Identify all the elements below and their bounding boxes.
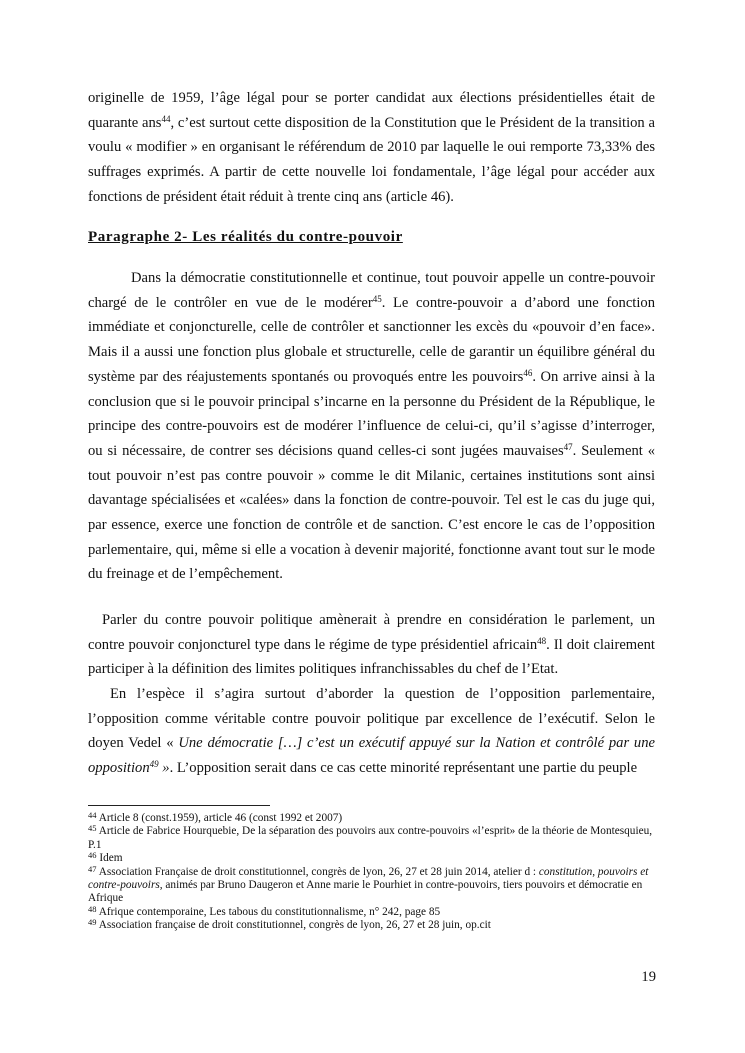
footnote-number: 49 [88,917,97,928]
paragraph-text: , c’est surtout cette disposition de la Constitution que le Président de la transition a voulu « modifier » en organisant le référendum de 2010 par laquelle le oui remporte 73,33% des suffrages exprimés. A partir de cette nouvelle loi fondamentale, l’âge légal pour accéder aux fonctions de président était réduit à trente cinq ans (article 46). [88,114,655,205]
paragraph-text: . On arrive ainsi à la conclusion que si le pouvoir principal s’incarne en la personne du Président de la République, le principe des contre-pouvoirs est de modérer l’influence de celui-ci, qu’il s’agisse d’interroger, ou si nécessaire, de contrer ses décisions quand celles-ci sont jugées mauvaises [88,368,655,459]
footnote-number: 44 [88,810,97,820]
footnote-49 [88,919,658,932]
footnote-ref-45[interactable]: 45 [372,293,382,304]
footnotes [88,812,658,933]
footnote-text: Afrique contemporaine, Les tabous du constitutionnalisme, n° 242, page 85 [98,905,441,918]
footnote-ref-48[interactable]: 48 [537,635,547,646]
page-number: 19 [641,969,656,985]
footnote-text: Association française de droit constitutionnel, congrès de lyon, 26, 27 et 28 juin, op.cit [98,919,491,932]
paragraph-2 [88,266,655,587]
footnote-48 [88,903,658,919]
footnote-italic-title: constitution, pouvoirs et contre-pouvoirs, [88,865,649,892]
paragraph-3 [88,608,655,682]
footnote-text: Idem [99,852,123,865]
paragraph-text: . Le contre-pouvoir a d’abord une fonction immédiate et conjoncturelle, celle de contrôler et sanctionner les excès du «pouvoir d’en face». Mais il a aussi une fonction plus globale et structurelle, celle de garantir un équilibre général du système par des réajustements spontanés ou provoqués entre les pouvoirs [88,294,655,385]
paragraph-text: . L’opposition serait dans ce cas cette minorité représentant une partie du peuple [169,760,638,777]
footnote-ref-47[interactable]: 47 [563,441,573,452]
footnote-ref-44[interactable]: 44 [161,113,171,124]
footnote-number: 46 [88,850,97,861]
paragraph-text: . Il doit clairement participer à la définition des limites politiques infranchissables du chef de l’Etat. [88,636,655,678]
footnote-separator [88,805,270,806]
footnote-45 [88,825,658,852]
footnote-text: animés par Bruno Daugeron et Anne marie le Pourhiet in contre-pouvoirs, tiers pouvoirs et démocratie en Afrique [88,879,643,905]
paragraph-4 [88,682,655,781]
footnote-text: Article de Fabrice Hourquebie, De la séparation des pouvoirs aux contre-pouvoirs «l’esprit» de la théorie de Montesquieu, P.1 [88,825,653,851]
paragraph-1 [88,86,655,210]
footnote-text: Article 8 (const.1959), article 46 (const 1992 et 2007) [98,812,343,824]
footnote-47 [88,863,658,906]
footnote-ref-46[interactable]: 46 [523,367,533,378]
footnote-number: 47 [88,863,97,874]
footnote-44 [88,812,658,825]
section-heading: Paragraphe 2- Les réalités du contre-pouvoir [88,229,403,245]
footnote-46 [88,852,658,865]
paragraph-text: Parler du contre pouvoir politique amènerait à prendre en considération le parlement, un contre pouvoir conjoncturel type dans le régime de type présidentiel africain [88,612,655,653]
paragraph-text: Dans la démocratie constitutionnelle et continue, tout pouvoir appelle un contre-pouvoir chargé de le contrôler en vue de le modérer [88,270,655,311]
quote-text: Une démocratie […] c’est un exécutif appuyé sur la Nation et contrôlé par une opposition [88,735,655,777]
paragraph-text: . Seulement « tout pouvoir n’est pas contre pouvoir » comme le dit Milanic, certaines institutions sont ainsi davantage spécialisées et «calées» dans la fonction de contre-pouvoir. Tel est le cas du juge qui, par essence, exerce une fonction de contrôle et de sanction. C’est encore le cas de l’opposition parlementaire, qui, même si elle a vocation à devenir majorité, fonctionne avant tout sur le mode du freinage et de l’empêchement. [88,442,655,583]
footnote-text: Association Française de droit constitutionnel, congrès de lyon, 26, 27 et 28 juin 2014, atelier d : [98,865,539,878]
paragraph-text: En l’espèce il s’agira surtout d’aborder la question de l’opposition parlementaire, l’opposition comme véritable contre pouvoir politique par excellence de l’exécutif. Selon le doyen Vedel « [88,686,655,752]
quote-close: » [158,760,170,777]
paragraph-text: originelle de 1959, l’âge légal pour se porter candidat aux élections présidentielles était de quarante ans [88,90,655,131]
footnote-number: 45 [88,823,97,834]
footnote-number: 48 [88,903,97,914]
footnote-ref-49[interactable]: 49 [149,759,159,770]
